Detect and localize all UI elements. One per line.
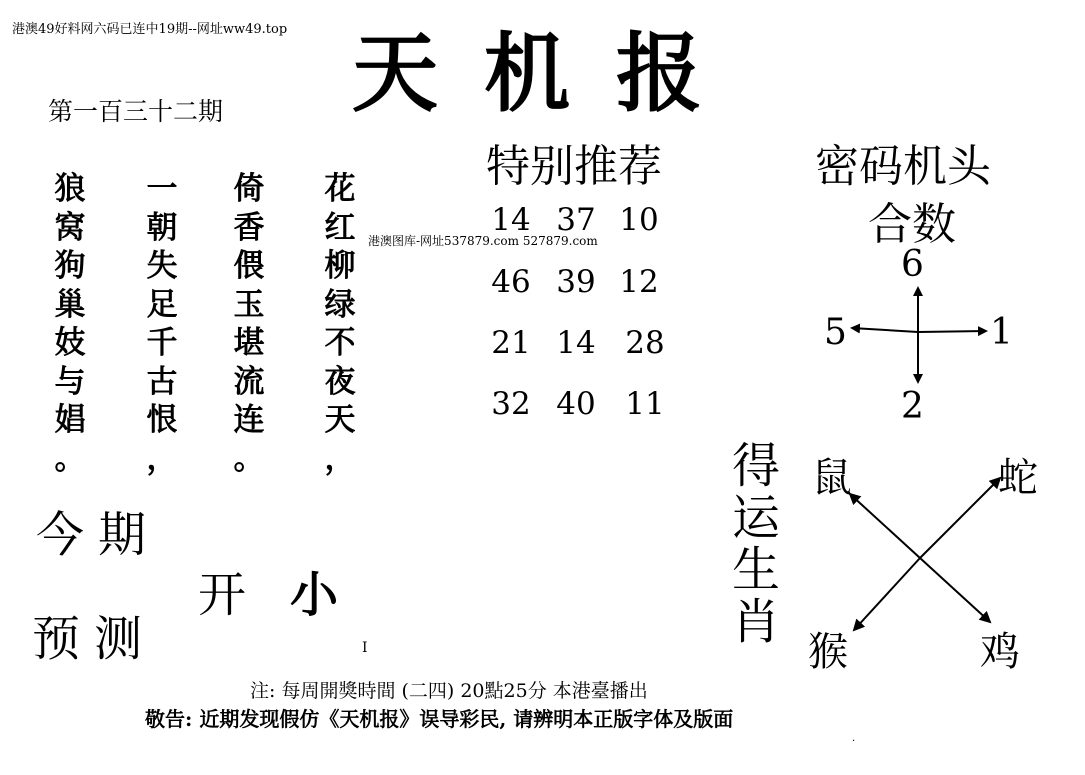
- poem-char: 玉: [233, 286, 265, 323]
- mima-right-number: 1: [990, 312, 1013, 353]
- zodiac-title-char: 运: [732, 490, 781, 546]
- stray-dot: ·: [852, 736, 856, 747]
- stray-mark: I: [362, 640, 368, 656]
- poem-punct: ，: [146, 440, 178, 477]
- special-number: 28: [625, 325, 665, 361]
- poem-punct: ，: [324, 440, 356, 477]
- prediction-label-1: 今期: [36, 507, 161, 563]
- zodiac-cross-arrows-icon: [840, 470, 1010, 640]
- mima-bottom-number: 2: [901, 386, 924, 427]
- poem-char: 狼: [54, 171, 86, 207]
- special-number: 39: [556, 264, 596, 300]
- zodiac-rat: 鼠: [812, 455, 852, 501]
- special-number: 21: [491, 325, 531, 361]
- prediction-kai: 开: [198, 567, 247, 623]
- poem-char: 娼: [54, 402, 86, 438]
- poem-char: 连: [233, 402, 265, 438]
- warning-note: 敬告: 近期发现假仿《天机报》误导彩民, 请辨明本正版字体及版面: [145, 707, 734, 731]
- poem-char: 窝: [54, 209, 86, 246]
- zodiac-monkey: 猴: [808, 629, 848, 675]
- prediction-xiao: 小: [290, 567, 339, 623]
- poem-char: 古: [146, 363, 178, 400]
- poem-char: 天: [324, 402, 356, 438]
- poem-punct: 。: [54, 440, 86, 477]
- poem-char: 偎: [233, 248, 265, 284]
- mima-top-number: 6: [901, 244, 924, 285]
- poem-char: 恨: [146, 402, 178, 438]
- poem-char: 朝: [146, 209, 178, 246]
- mima-title: 密码机头: [815, 141, 991, 192]
- poem-char: 狗: [54, 248, 86, 284]
- zodiac-title-char: 肖: [732, 594, 781, 650]
- poem-char: 不: [324, 325, 356, 361]
- special-number: 46: [491, 264, 531, 300]
- masthead-title: 天机报: [352, 23, 748, 124]
- poem-column-3: [229, 170, 269, 478]
- poem-column-2: [142, 170, 182, 478]
- top-banner-note: 港澳49好料网六码已连中19期--网址ww49.top: [12, 22, 288, 37]
- poem-char: 巢: [54, 286, 86, 323]
- cross-arrows-icon: [840, 280, 1000, 390]
- poem-char: 足: [146, 286, 178, 323]
- poem-char: 失: [146, 248, 178, 284]
- poem-char: 倚: [233, 171, 265, 207]
- special-recommend-title: 特别推荐: [486, 141, 662, 192]
- special-number: 32: [491, 386, 531, 422]
- poem-char: 绿: [324, 286, 356, 323]
- poem-char: 妓: [54, 325, 86, 361]
- schedule-note: 注: 每周開獎時間 (二四) 20點25分 本港臺播出: [250, 680, 648, 702]
- prediction-label-2: 预测: [32, 611, 157, 667]
- special-number: 37: [556, 202, 596, 238]
- issue-number: 第一百三十二期: [48, 97, 224, 126]
- special-number: 11: [625, 386, 665, 422]
- special-number: 12: [619, 264, 659, 300]
- zodiac-title-char: 得: [732, 438, 781, 494]
- poem-char: 红: [324, 209, 356, 246]
- poem-char: 千: [146, 325, 178, 361]
- zodiac-rooster: 鸡: [980, 629, 1020, 675]
- zodiac-title-char: 生: [732, 542, 781, 598]
- special-number: 14: [556, 325, 596, 361]
- watermark-text: 港澳图库-网址537879.com 527879.com: [368, 234, 598, 248]
- poem-char: 夜: [324, 363, 356, 400]
- poem-char: 柳: [324, 248, 356, 284]
- poem-column-4: [320, 170, 360, 478]
- zodiac-snake: 蛇: [998, 455, 1038, 501]
- special-number: 14: [491, 202, 531, 238]
- poem-char: 与: [54, 363, 86, 400]
- poem-char: 花: [324, 171, 356, 207]
- poem-char: 堪: [233, 325, 265, 361]
- mima-subtitle: 合数: [868, 199, 956, 250]
- poem-column-1: [50, 170, 90, 478]
- special-number: 10: [619, 202, 659, 238]
- poem-char: 流: [233, 363, 265, 400]
- poem-char: 香: [233, 209, 265, 246]
- lucky-zodiac-title: [732, 440, 784, 648]
- special-number: 40: [556, 386, 596, 422]
- mima-left-number: 5: [824, 312, 847, 353]
- poem-char: 一: [146, 171, 178, 207]
- poem-punct: 。: [233, 440, 265, 477]
